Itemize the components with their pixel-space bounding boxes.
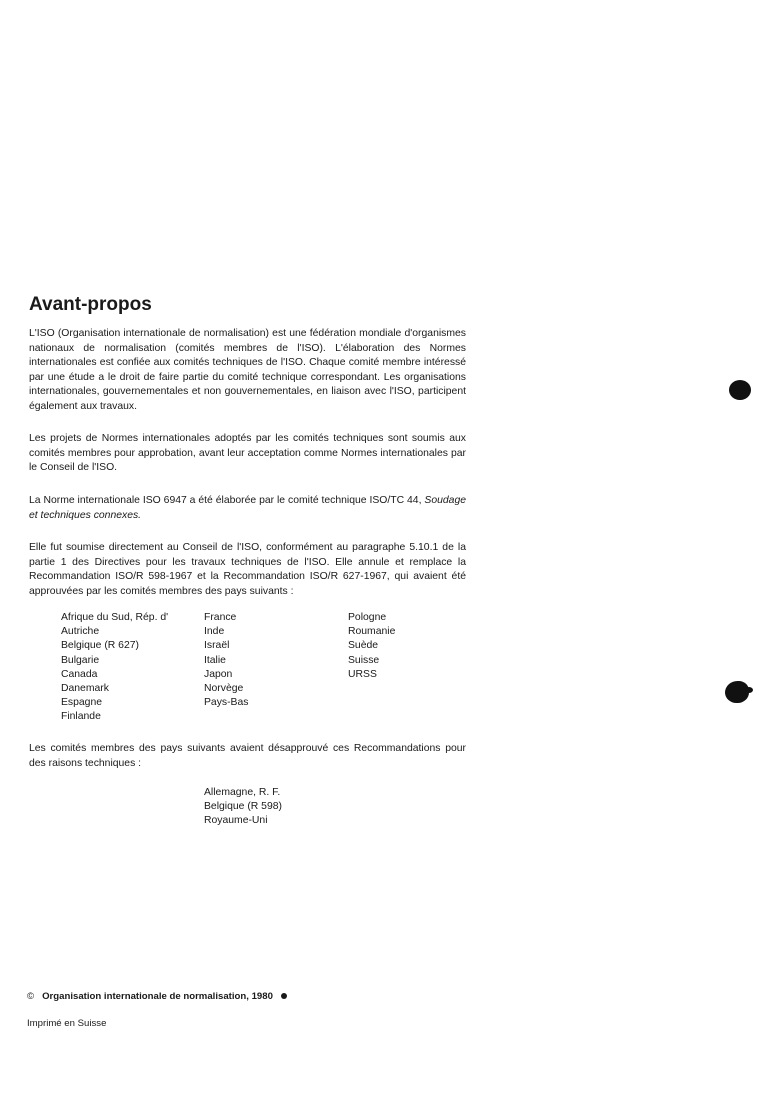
country-item: Italie [204, 654, 226, 666]
country-item: Belgique (R 627) [61, 640, 139, 652]
approving-countries-column-1 [61, 611, 168, 725]
paragraph-iso-intro: L'ISO (Organisation internationale de normalisation) est une fédération mondiale d'organismes nationaux de normalisation (comités membres de l'ISO). L'élaboration des Normes internationales est confiée aux comités techniques de l'ISO. Chaque comité membre intéressé par une étude a le droit de faire partie du comité technique correspondant. Les organisations internationales, gouvernementales et non gouvernementales, en liaison avec l'ISO, participent également aux travaux. [29, 328, 466, 412]
printed-location: Imprimé en Suisse [27, 1018, 107, 1029]
standard-origin-text: La Norme internationale ISO 6947 a été élaborée par le comité technique ISO/TC 44, [29, 495, 422, 506]
approving-countries-column-3 [348, 611, 395, 682]
country-item: Pays-Bas [204, 697, 249, 709]
country-item: Japon [204, 668, 233, 680]
country-item: France [204, 612, 237, 623]
page-title: Avant-propos [29, 294, 152, 315]
paragraph-submission: Elle fut soumise directement au Conseil de l'ISO, conformément au paragraphe 5.10.1 de la partie 1 des Directives pour les travaux techniques de l'ISO. Elle annule et remplace la Recommandation ISO/R 598-1967 et la Recommandation ISO/R 627-1967, qui avaient été approuvées par les comités membres des pays suivants : [29, 542, 466, 597]
approving-countries-column-2 [204, 611, 248, 710]
bullet-dot-icon [281, 993, 287, 999]
country-item: Afrique du Sud, Rép. d' [61, 612, 169, 623]
country-item: Royaume-Uni [204, 815, 268, 827]
copyright-text: Organisation internationale de normalisation, 1980 [42, 991, 273, 1002]
country-item: Finlande [61, 711, 101, 723]
country-item: Israël [204, 640, 230, 652]
country-item: Bulgarie [61, 654, 100, 666]
disapproving-countries-list [204, 786, 282, 829]
country-item: Suède [348, 640, 379, 652]
country-item: Autriche [61, 626, 100, 638]
country-item: Roumanie [348, 626, 396, 638]
country-item: Belgique (R 598) [204, 801, 282, 813]
country-item: Allemagne, R. F. [204, 787, 281, 798]
paragraph-disapproval: Les comités membres des pays suivants avaient désapprouvé ces Recommandations pour des raisons techniques : [29, 743, 466, 769]
punch-hole-mark [729, 380, 751, 400]
paragraph-standard-origin [29, 494, 466, 523]
country-item: Canada [61, 668, 98, 680]
copyright-symbol: © [27, 991, 35, 1002]
committee-subject: Soudage et techniques connexes. [29, 495, 467, 521]
country-item: Espagne [61, 697, 103, 709]
country-item: Inde [204, 626, 225, 638]
paragraph-draft-approval: Les projets de Normes internationales adoptés par les comités techniques sont soumis aux comités membres pour approbation, avant leur acceptation comme Normes internationales par le Conseil de l'ISO. [29, 433, 466, 473]
copyright-line [27, 991, 287, 1002]
country-item: URSS [348, 668, 377, 680]
country-item: Suisse [348, 654, 380, 666]
country-item: Norvège [204, 683, 244, 695]
punch-hole-mark [725, 681, 749, 703]
country-item: Danemark [61, 683, 109, 695]
country-item: Pologne [348, 612, 387, 623]
